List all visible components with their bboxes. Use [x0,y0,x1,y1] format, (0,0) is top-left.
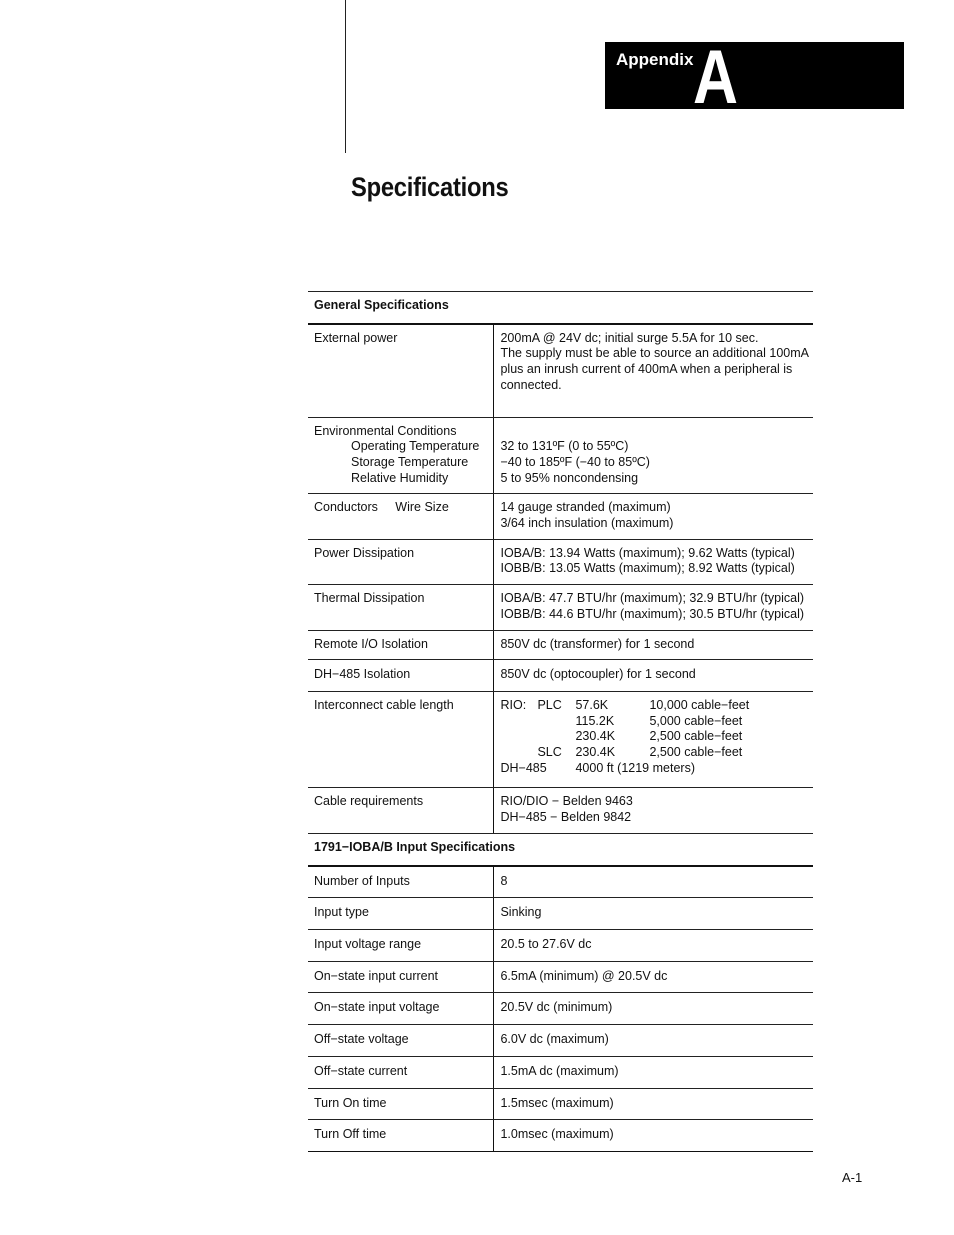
value-line: IOBB/B: 44.6 BTU/hr (maximum); 30.5 BTU/hr (typical) [500,606,805,621]
row-value: Sinking [494,898,813,930]
spec-table [308,291,813,1152]
value-line: 32 to 131ºF (0 to 55ºC) [500,439,629,454]
row-label: Input voltage range [308,929,494,961]
row-label: External power [308,324,494,417]
label-line: Conductors Wire Size [314,500,449,515]
table-row [308,1056,813,1088]
appendix-letter: A [693,42,739,109]
value-line: IOBA/B: 13.94 Watts (maximum); 9.62 Watts (typical) [500,545,795,560]
table-row [308,1120,813,1152]
label-line: Environmental Conditions [314,423,457,438]
row-label [308,494,494,539]
row-value: 20.5V dc (minimum) [494,993,813,1025]
value-line: IOBA/B: 47.7 BTU/hr (maximum); 32.9 BTU/hr (typical) [500,591,805,606]
table-row [308,324,813,417]
table-row [308,630,813,660]
row-value [494,324,813,417]
row-value: 6.0V dc (maximum) [494,1025,813,1057]
table-row [308,691,813,788]
row-label: Power Dissipation [308,539,494,584]
interconnect-line: SLC 230.4K 2,500 cable−feet [537,745,743,760]
table-row [308,585,813,630]
value-line: 14 gauge stranded (maximum) [500,500,671,515]
table-row [308,1088,813,1120]
row-value: 1.5msec (maximum) [494,1088,813,1120]
label-line: Operating Temperature [351,439,480,454]
row-label: Turn Off time [308,1120,494,1152]
interconnect-line: RIO: PLC 57.6K 10,000 cable−feet [500,697,750,712]
interconnect-line: 115.2K 5,000 cable−feet [575,713,743,728]
row-label: Off−state current [308,1056,494,1088]
row-value [494,691,813,788]
value-line: IOBB/B: 13.05 Watts (maximum); 8.92 Watts (typical) [500,561,795,576]
page-number: A-1 [842,1170,863,1185]
row-label: Turn On time [308,1088,494,1120]
section-heading: General Specifications [308,292,813,324]
row-value: 6.5mA (minimum) @ 20.5V dc [494,961,813,993]
table-row [308,898,813,930]
label-line: Storage Temperature [351,454,469,469]
value-line: DH−485 − Belden 9842 [500,810,632,825]
table-row [308,993,813,1025]
row-label [308,417,494,494]
section-input-heading [308,833,813,865]
label-line: Relative Humidity [351,470,449,485]
row-label: Thermal Dissipation [308,585,494,630]
interconnect-line: 230.4K 2,500 cable−feet [575,729,743,744]
value-line: The supply must be able to source an additional 100mA [500,346,809,361]
value-line: plus an inrush current of 400mA when a peripheral is [500,362,793,377]
table-row [308,417,813,494]
value-line: 5 to 95% noncondensing [500,470,639,485]
table-row [308,788,813,833]
table-row [308,866,813,898]
row-label: On−state input current [308,961,494,993]
table-row [308,1025,813,1057]
row-label: Number of Inputs [308,866,494,898]
row-value: 1.5mA dc (maximum) [494,1056,813,1088]
row-label: Input type [308,898,494,930]
value-line: 3/64 inch insulation (maximum) [500,516,674,531]
page-title: Specifications [351,172,509,202]
row-label: Remote I/O Isolation [308,630,494,660]
row-value: 1.0msec (maximum) [494,1120,813,1152]
row-label: DH−485 Isolation [308,660,494,692]
value-line: −40 to 185ºF (−40 to 85ºC) [500,454,650,469]
row-value: 20.5 to 27.6V dc [494,929,813,961]
value-line: RIO/DIO − Belden 9463 [500,794,633,809]
row-label: Cable requirements [308,788,494,833]
value-line: 200mA @ 24V dc; initial surge 5.5A for 10 sec. [500,330,759,345]
row-value [494,494,813,539]
row-value: 850V dc (transformer) for 1 second [494,630,813,660]
table-row [308,929,813,961]
row-label: Off−state voltage [308,1025,494,1057]
row-value: 850V dc (optocoupler) for 1 second [494,660,813,692]
value-line: connected. [500,377,562,392]
interconnect-line: DH−485 4000 ft (1219 meters) [500,760,695,775]
table-row [308,660,813,692]
row-value [494,417,813,494]
appendix-label: Appendix [616,50,694,69]
table-row [308,539,813,584]
table-row [308,494,813,539]
row-value [494,539,813,584]
section-general-heading [308,292,813,324]
row-value [494,585,813,630]
row-value: 8 [494,866,813,898]
row-label: On−state input voltage [308,993,494,1025]
appendix-tab [605,42,904,109]
row-value [494,788,813,833]
table-row [308,961,813,993]
section-heading: 1791−IOBA/B Input Specifications [308,833,813,865]
margin-rule [345,0,346,153]
row-label: Interconnect cable length [308,691,494,788]
